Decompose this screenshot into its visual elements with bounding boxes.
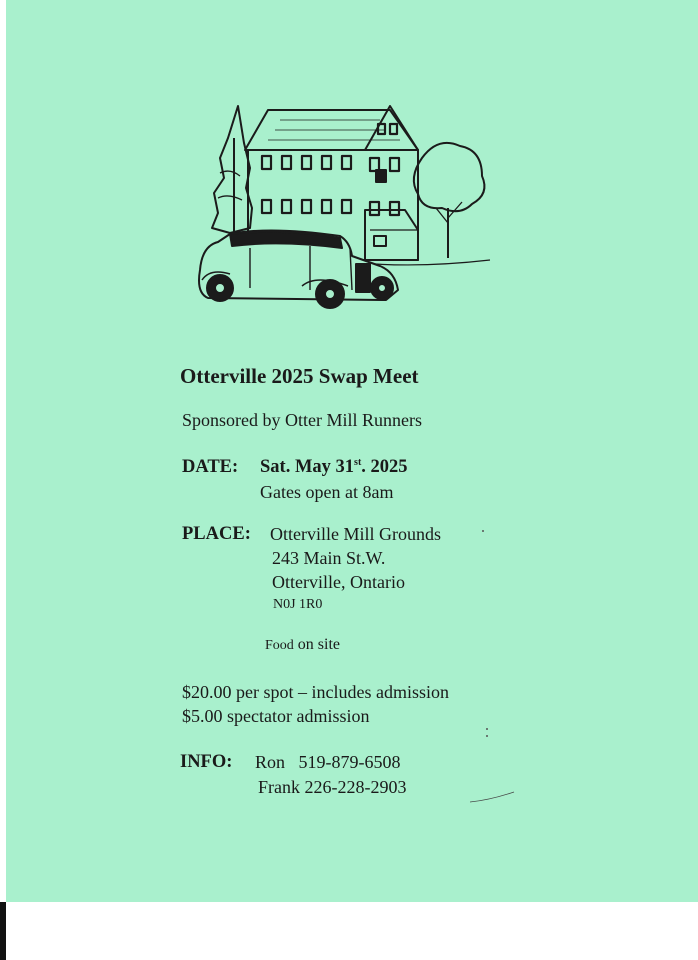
price-vendor-spot: $20.00 per spot – includes admission [182,682,449,702]
mill-building-and-vintage-car-icon [190,98,495,318]
place-label: PLACE: [182,524,251,544]
date-label: DATE: [182,457,239,477]
place-venue: Otterville Mill Grounds [270,524,441,544]
date-ordinal-suffix: st [354,457,362,468]
food-rest: on site [293,636,341,653]
food-prefix: Food [265,638,294,653]
date-value [260,457,408,478]
contact-frank: Frank 226-228-2903 [258,777,407,797]
place-street: 243 Main St.W. [272,548,386,568]
speck-mark [480,528,488,536]
date-year: . 2025 [361,457,408,477]
info-label: INFO: [180,752,233,772]
scan-edge [0,902,6,960]
pen-stroke-mark [468,788,518,808]
speck-mark [484,726,492,740]
contact-ron: Ron 519-879-6508 [255,752,401,772]
date-day: Sat. May 31 [260,457,355,477]
gates-open-time: Gates open at 8am [260,482,394,502]
price-spectator: $5.00 spectator admission [182,706,370,726]
flyer-title: Otterville 2025 Swap Meet [180,364,419,388]
place-city: Otterville, Ontario [272,572,405,592]
food-notice [265,636,340,654]
place-postal-code: N0J 1R0 [273,597,323,612]
sponsor-line: Sponsored by Otter Mill Runners [182,410,422,430]
